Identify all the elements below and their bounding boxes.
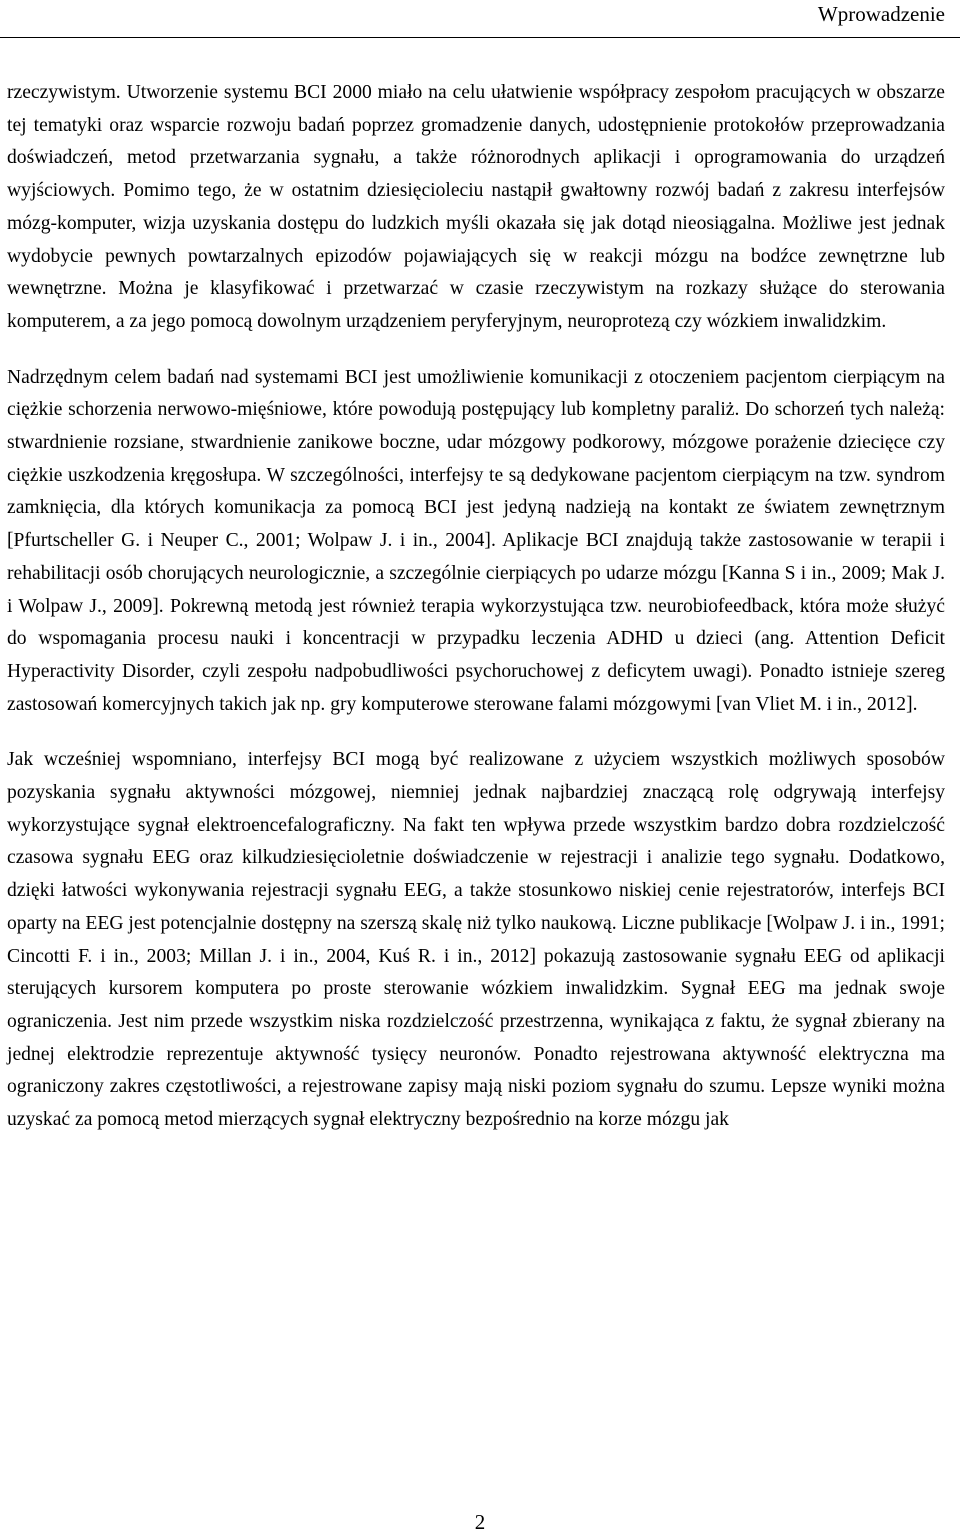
header-title: Wprowadzenie	[817, 2, 945, 26]
page-body	[7, 77, 945, 1137]
running-header	[0, 0, 960, 38]
page-number: 2	[474, 1510, 486, 1534]
paragraph-bci-goals: Nadrzędnym celem badań nad systemami BCI jest umożliwienie komunikacji z otoczeniem pacjentom cierpiącym na ciężkie schorzenia nerwowo-mięśniowe, które powodują postępujący lub kompletny paraliż. Do schorzeń tych należą: stwardnienie rozsiane, stwardnienie zanikowe boczne, udar mózgowy podkorowy, mózgowe porażenie dziecięce czy ciężkie uszkodzenia kręgosłupa. W szczególności, interfejsy te są dedykowane pacjentom cierpiącym na tzw. syndrom zamknięcia, dla których komunikacja za pomocą BCI jest jedyną nadzieją na kontakt ze światem zewnętrznym [Pfurtscheller G. i Neuper C., 2001; Wolpaw J. i in., 2004]. Aplikacje BCI znajdują także zastosowanie w terapii i rehabilitacji osób chorujących neurologicznie, a szczególnie cierpiących po udarze mózgu [Kanna S i in., 2009; Mak J. i Wolpaw J., 2009]. Pokrewną metodą jest również terapia wykorzystująca tzw. neurobiofeedback, która może służyć do wspomagania procesu nauki i koncentracji w przypadku leczenia ADHD u dzieci (ang. Attention Deficit Hyperactivity Disorder, czyli zespołu nadpobudliwości psychoruchowej z deficytem uwagi). Ponadto istnieje szereg zastosowań komercyjnych takich jak np. gry komputerowe sterowane falami mózgowymi [van Vliet M. i in., 2012].	[7, 366, 945, 715]
paragraph-eeg: Jak wcześniej wspomniano, interfejsy BCI mogą być realizowane z użyciem wszystkich możliwych sposobów pozyskania sygnału aktywności mózgowej, niemniej jednak najbardziej znaczącą rolę odgrywają interfejsy wykorzystujące sygnał elektroencefalograficzny. Na fakt ten wpływa przede wszystkim bardzo dobra rozdzielczość czasowa sygnału EEG oraz kilkudziesięcioletnie doświadczenie w rejestracji i analizie tego sygnału. Dodatkowo, dzięki łatwości wykonywania rejestracji sygnału EEG, a także stosunkowo niskiej cenie rejestratorów, interfejs BCI oparty na EEG jest potencjalnie dostępny na szerszą skalę niż tylko naukową. Liczne publikacje [Wolpaw J. i in., 1991; Cincotti F. i in., 2003; Millan J. i in., 2004, Kuś R. i in., 2012] pokazują zastosowanie sygnału EEG od aplikacji sterujących kursorem komputera po proste sterowanie wózkiem inwalidzkim. Sygnał EEG ma jednak swoje ograniczenia. Jest nim przede wszystkim niska rozdzielczość przestrzenna, wynikająca z faktu, że sygnał zbierany na jednej elektrodzie reprezentuje aktywność tysięcy neuronów. Ponadto rejestrowana aktywność elektryczna ma ograniczony zakres częstotliwości, a rejestrowane zapisy mają niski poziom sygnału do szumu. Lepsze wyniki można uzyskać za pomocą metod mierzących sygnał elektryczny bezpośrednio na korze mózgu jak	[7, 749, 945, 1131]
paragraph-bci2000: rzeczywistym. Utworzenie systemu BCI 2000 miało na celu ułatwienie współpracy zespołom pracujących w obszarze tej tematyki oraz wsparcie rozwoju badań poprzez gromadzenie danych, udostępnienie protokołów przeprowadzania doświadczeń, metod przetwarzania sygnału, a także różnorodnych aplikacji i oprogramowania do urządzeń wyjściowych. Pomimo tego, że w ostatnim dziesięcioleciu nastąpił gwałtowny rozwój badań z zakresu interfejsów mózg-komputer, wizja uzyskania dostępu do ludzkich myśli okazała się jak dotąd nieosiągalna. Możliwe jest jednak wydobycie pewnych powtarzalnych epizodów pojawiających się w reakcji mózgu na bodźce zewnętrzne lub wewnętrzne. Można je klasyfikować i przetwarzać w czasie rzeczywistym na rozkazy służące do sterowania komputerem, a za jego pomocą dowolnym urządzeniem peryferyjnym, neuroprotezą czy wózkiem inwalidzkim.	[7, 82, 945, 332]
